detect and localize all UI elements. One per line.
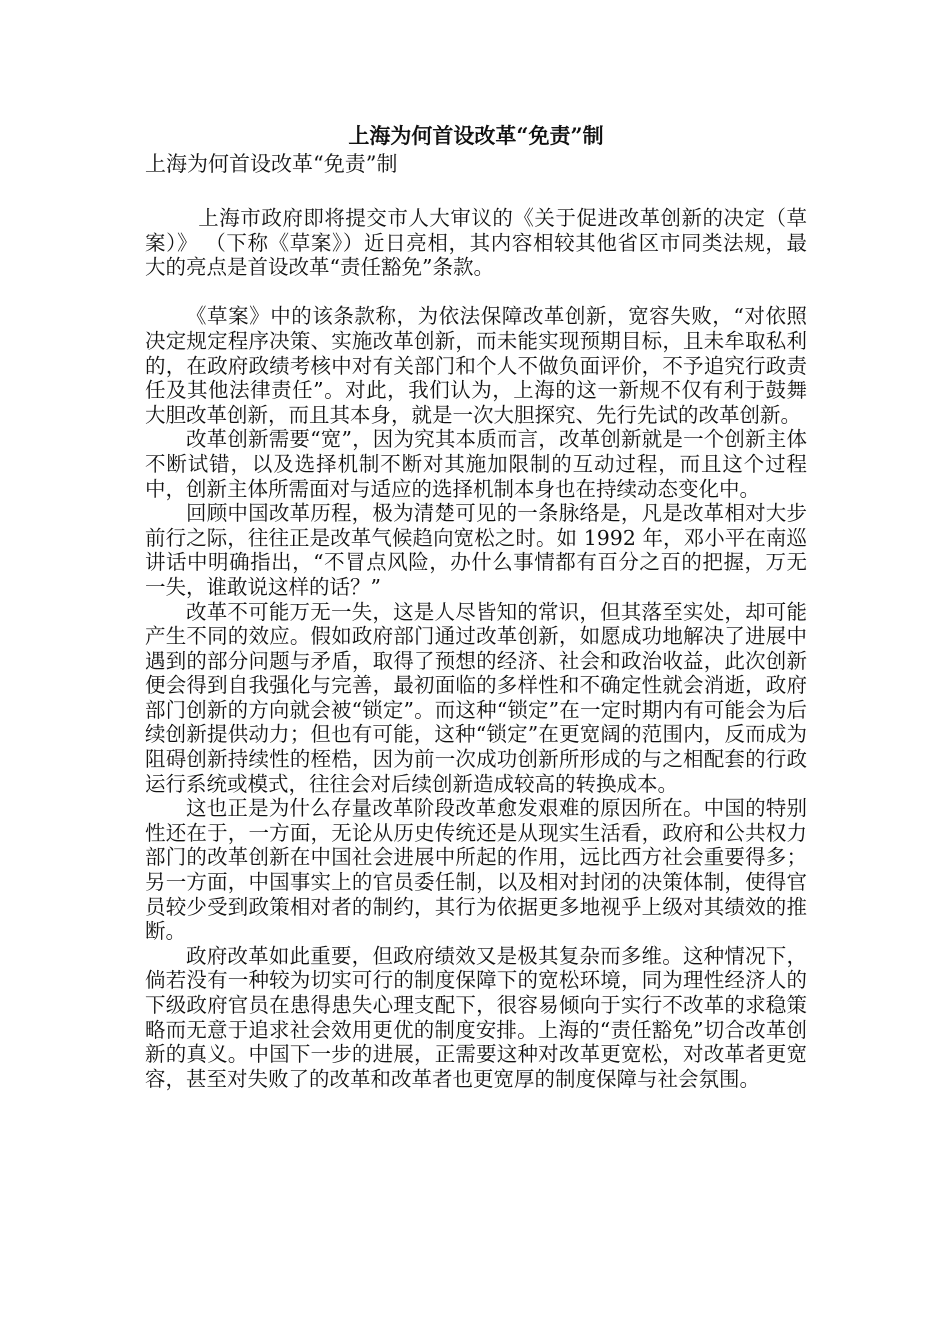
paragraph-stock-reform: 这也正是为什么存量改革阶段改革愈发艰难的原因所在。中国的特别性还在于，一方面，无论从历史传统还是从现实生活看，政府和公共权力部门的改革创新在中国社会进展中所起的作用，远比西方社会重要得多；另一方面，中国事实上的官员委任制，以及相对封闭的决策体制，使得官员较少受到政策相对者的制约，其行为依据更多地视乎上级对其绩效的推断。	[145, 796, 807, 944]
paragraph-intro: 上海市政府即将提交市人大审议的《关于促进改革创新的决定（草案）》 （下称《草案》）近日亮相，其内容相较其他省区市同类法规，最大的亮点是首设改革“责任豁免”条款。	[145, 206, 807, 280]
document-page	[145, 122, 807, 1091]
paragraph-lock-in: 改革不可能万无一失，这是人尽皆知的常识，但其落至实处，却可能产生不同的效应。假如政府部门通过改革创新，如愿成功地解决了进展中遇到的部分问题与矛盾，取得了预想的经济、社会和政治收益，此次创新便会得到自我强化与完善，最初面临的多样性和不确定性就会消逝，政府部门创新的方向就会被“锁定”。而这种“锁定”在一定时期内有可能会为后续创新提供动力；但也有可能，这种“锁定”在更宽阔的范围内，反而成为阻碍创新持续性的桎梏，因为前一次成功创新所形成的与之相配套的行政运行系统或模式，往往会对后续创新造成较高的转换成本。	[145, 599, 807, 796]
paragraph-tolerance: 改革创新需要“宽”，因为究其本质而言，改革创新就是一个创新主体不断试错，以及选择机制不断对其施加限制的互动过程，而且这个过程中，创新主体所需面对与适应的选择机制本身也在持续动态变化中。	[145, 427, 807, 501]
paragraph-history: 回顾中国改革历程，极为清楚可见的一条脉络是，凡是改革相对大步前行之际，往往正是改革气候趋向宽松之时。如 1992 年，邓小平在南巡讲话中明确指出，“不冒点风险，办什么事情都有百分之百的把握，万无一失，谁敢说这样的话？”	[145, 501, 807, 599]
paragraph-conclusion: 政府改革如此重要，但政府绩效又是极其复杂而多维。这种情况下，倘若没有一种较为切实可行的制度保障下的宽松环境，同为理性经济人的下级政府官员在患得患失心理支配下，很容易倾向于实行不改革的求稳策略而无意于追求社会效用更优的制度安排。上海的“责任豁免”切合改革创新的真义。中国下一步的进展，正需要这种对改革更宽松，对改革者更宽容，甚至对失败了的改革和改革者也更宽厚的制度保障与社会氛围。	[145, 943, 807, 1091]
document-title: 上海为何首设改革“免责”制	[348, 123, 604, 148]
document-subtitle: 上海为何首设改革“免责”制	[145, 152, 398, 176]
paragraph-draft-clause: 《草案》中的该条款称，为依法保障改革创新，宽容失败，“对依照决定规定程序决策、实施改革创新，而未能实现预期目标，且未牟取私利的，在政府政绩考核中对有关部门和个人不做负面评价，不予追究行政责任及其他法律责任”。对此，我们认为，上海的这一新规不仅有利于鼓舞大胆改革创新，而且其本身，就是一次大胆探究、先行先试的改革创新。	[145, 304, 807, 427]
